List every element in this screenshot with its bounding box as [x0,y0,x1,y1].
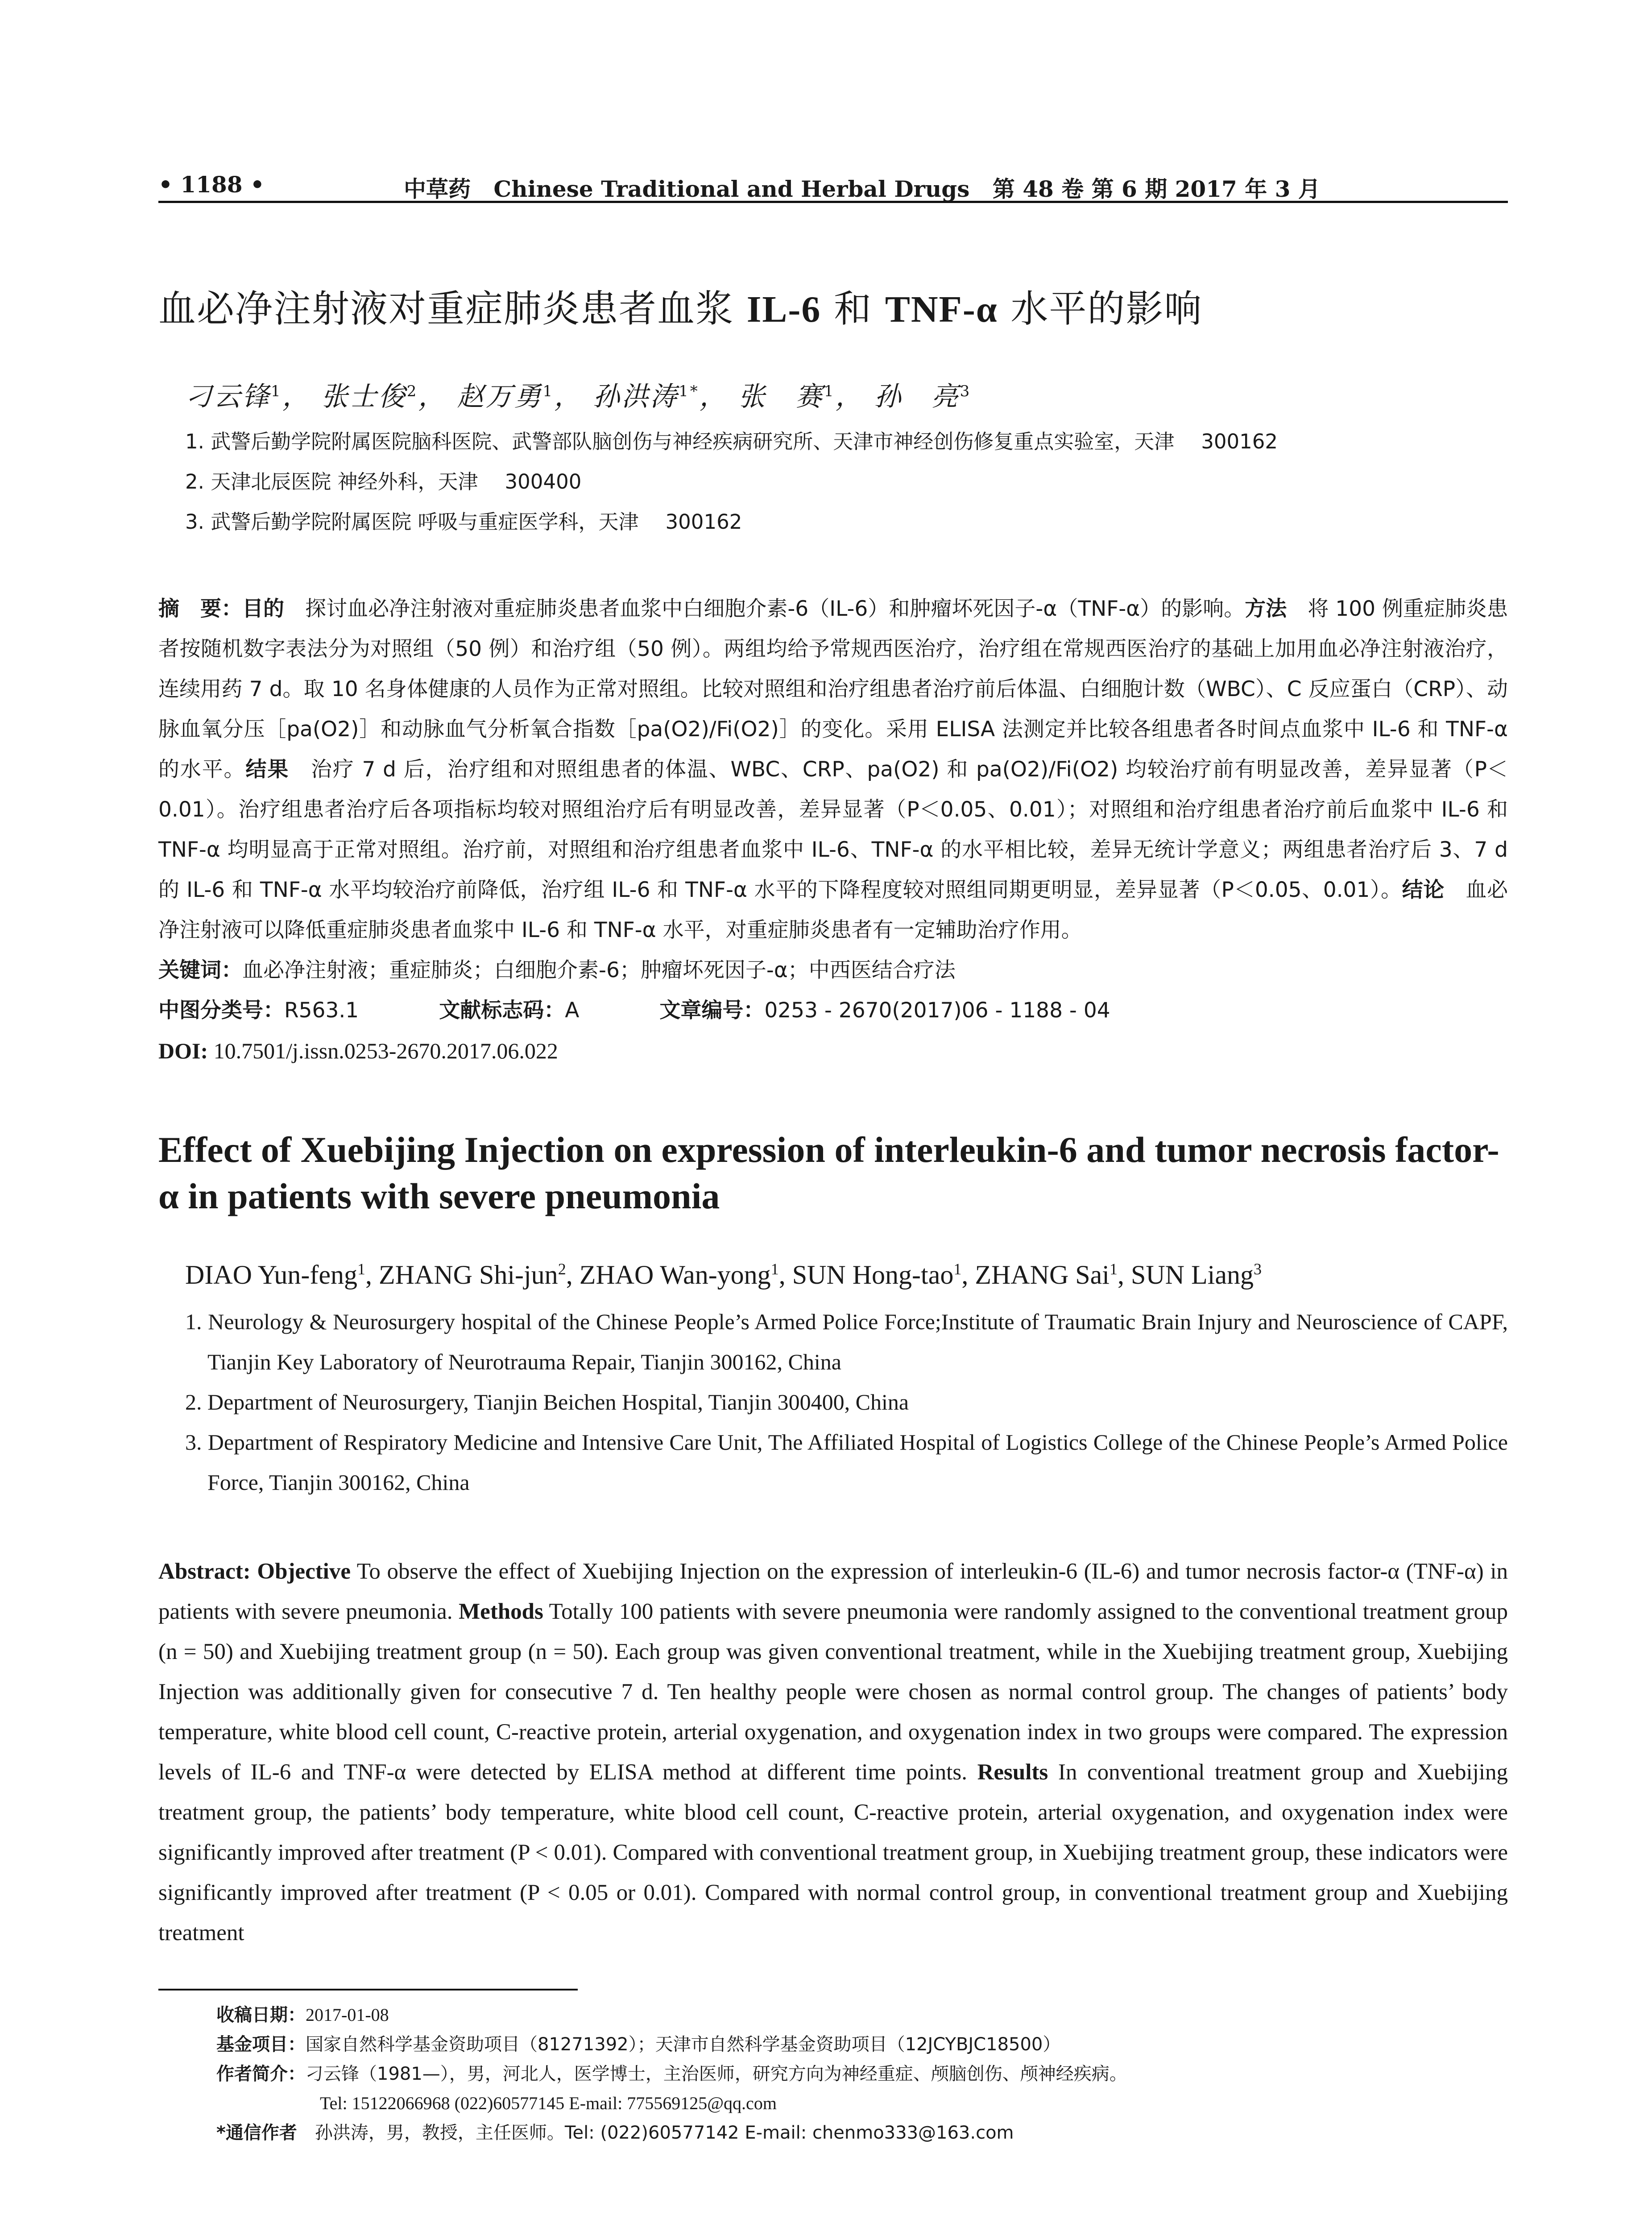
author-bio: 作者简介：刁云锋（1981—），男，河北人，医学博士，主治医师，研究方向为神经重症、颅脑创伤、颅神经疾病。 [216,2064,1127,2084]
english-authors: DIAO Yun-feng$^1$, ZHANG Shi-jun$^2$, ZHAO Wan-yong$^1$, SUN Hong-tao$^1$, ZHANG Sai$^1$, SUN Liang$^3$ [185,1260,1262,1290]
author: ZHANG Shi-jun$^2$ [379,1260,566,1290]
journal-logo: 中草药 [404,176,471,202]
affiliation-item: 3. Department of Respiratory Medicine and Intensive Care Unit, The Affiliated Hospital of Logistics College of the Chinese People’s Armed Police Force, Tianjin 300162, China [185,1430,1508,1495]
author: ZHAO Wan-yong$^1$ [579,1260,779,1290]
author: ZHANG Sai$^1$ [975,1260,1118,1290]
author: SUN Hong-tao$^1$ [792,1260,962,1290]
issue-info: 第 48 卷 第 6 期 2017 年 3 月 [992,176,1321,202]
author: 刁云锋$^1$ [185,381,282,412]
journal-name: Chinese Traditional and Herbal Drugs [493,176,970,202]
received-date: 收稿日期：2017-01-08 [216,2005,389,2025]
author: 赵万勇$^1$ [457,381,555,412]
affiliation-item: 2. 天津北辰医院 神经外科，天津 300400 [185,470,582,493]
english-affiliations [185,1302,1508,1502]
chinese-abstract: 摘 要：目的 探讨血必净注射液对重症肺炎患者血浆中白细胞介素-6（IL-6）和肿瘤坏死因子-α（TNF-α）的影响。方法 将 100 例重症肺炎患者按随机数字表法分为对照组（50 例）和治疗组（50 例）。两组均给予常规西医治疗，治疗组在常规西医治疗的基础上加用血必净注射液治疗，连续用药 7 d。取 10 名身体健康的人员作为正常对照组。比较对照组和治疗组患者治疗前后体温、白细胞计数（WBC）、C 反应蛋白（CRP）、动脉血氧分压［pa(O2)］和动脉血气分析氧合指数［pa(O2)/Fi(O2)］的变化。采用 ELISA 法测定并比较各组患者各时间点血浆中 IL-6 和 TNF-α 的水平。结果 治疗 7 d 后，治疗组和对照组患者的体温、WBC、CRP、pa(O2) 和 pa(O2)/Fi(O2) 均较治疗前有明显改善，差异显著（P＜0.01）。治疗组患者治疗后各项指标均较对照组治疗后有明显改善，差异显著（P＜0.05、0.01）；对照组和治疗组患者治疗前后血浆中 IL-6 和 TNF-α 均明显高于正常对照组。治疗前，对照组和治疗组患者血浆中 IL-6、TNF-α 的水平相比较，差异无统计学意义；两组患者治疗后 3、7 d 的 IL-6 和 TNF-α 水平均较治疗前降低，治疗组 IL-6 和 TNF-α 水平的下降程度较对照组同期更明显，差异显著（P＜0.05、0.01）。结论 血必净注射液可以降低重症肺炎患者血浆中 IL-6 和 TNF-α 水平，对重症肺炎患者有一定辅助治疗作用。 [158,597,1508,942]
affiliation-item: 3. 武警后勤学院附属医院 呼吸与重症医学科，天津 300162 [185,510,742,534]
chinese-title: 血必净注射液对重症肺炎患者血浆 IL-6 和 TNF-α 水平的影响 [158,287,1203,331]
english-abstract: Abstract: Objective To observe the effect of Xuebijing Injection on the expression of interleukin-6 (IL-6) and tumor necrosis factor-α (TNF-α) in patients with severe pneumonia. Methods Totally 100 patients with severe pneumonia were randomly assigned to the conventional treatment group (n = 50) and Xuebijing treatment group (n = 50). Each group was given conventional treatment, while in the Xuebijing treatment group, Xuebijing Injection was additionally given for consecutive 7 d. Ten healthy people were chosen as normal control group. The changes of patients’ body temperature, white blood cell count, C-reactive protein, arterial oxygenation, and oxygenation index in two groups were compared. The expression levels of IL-6 and TNF-α were detected by ELISA method at different time points. Results In conventional treatment group and Xuebijing treatment group, the patients’ body temperature, white blood cell count, C-reactive protein, arterial oxygenation, and oxygenation index were significantly improved after treatment (P < 0.01). Compared with conventional treatment group, in Xuebijing treatment group, these indicators were significantly improved after treatment (P < 0.05 or 0.01). Compared with normal control group, in conventional treatment group and Xuebijing treatment [158,1559,1508,1945]
article-page [158,165,1508,2148]
affiliation-item: 1. 武警后勤学院附属医院脑科医院、武警部队脑创伤与神经疾病研究所、天津市神经创伤修复重点实验室，天津 300162 [185,430,1278,453]
author: SUN Liang$^3$ [1130,1260,1262,1290]
affiliation-item: 1. Neurology & Neurosurgery hospital of the Chinese People’s Armed Police Force;Institute of Traumatic Brain Injury and Neuroscience of CAPF, Tianjin Key Laboratory of Neurotrauma Repair, Tianjin 300162, China [185,1309,1508,1374]
chinese-authors: 刁云锋$^1$， 张士俊$^2$， 赵万勇$^1$， 孙洪涛$^{1*}$， 张 赛$^1$， 孙 亮$^3$ [185,381,972,412]
author: 孙洪涛$^{1*}$ [593,381,700,412]
running-header [158,165,1508,203]
classification-row: 中图分类号：R563.1 文献标志码：A 文章编号：0253 - 2670(2017)06 - 1188 - 04 [158,998,1110,1023]
corresponding-author: *通信作者 孙洪涛，男，教授，主任医师。Tel: (022)60577142 E-mail: chenmo333@163.com [216,2123,1014,2143]
page-number: • 1188 • [158,171,265,198]
keywords: 关键词：血必净注射液；重症肺炎；白细胞介素-6；肿瘤坏死因子-α；中西医结合疗法 [158,958,956,983]
author: 张 赛$^1$ [738,381,836,412]
author: 孙 亮$^3$ [874,381,972,412]
fund-info: 基金项目：国家自然科学基金资助项目（81271392）；天津市自然科学基金资助项目（12JCYBJC18500） [216,2034,1061,2055]
footnote-divider [158,1989,578,1990]
author: DIAO Yun-feng$^1$ [185,1260,366,1290]
doi: DOI: 10.7501/j.issn.0253-2670.2017.06.022 [158,1038,558,1063]
footnotes [216,2000,1508,2148]
affiliation-item: 2. Department of Neurosurgery, Tianjin Beichen Hospital, Tianjin 300400, China [185,1389,909,1414]
journal-header [404,171,1321,203]
author-contact: Tel: 15122066968 (022)60577145 E-mail: 775569125@qq.com [320,2093,777,2113]
author: 张士俊$^2$ [321,381,418,412]
english-title: Effect of Xuebijing Injection on expression of interleukin-6 and tumor necrosis factor-α in patients with severe pneumonia [158,1129,1499,1216]
chinese-affiliations [185,422,1508,542]
